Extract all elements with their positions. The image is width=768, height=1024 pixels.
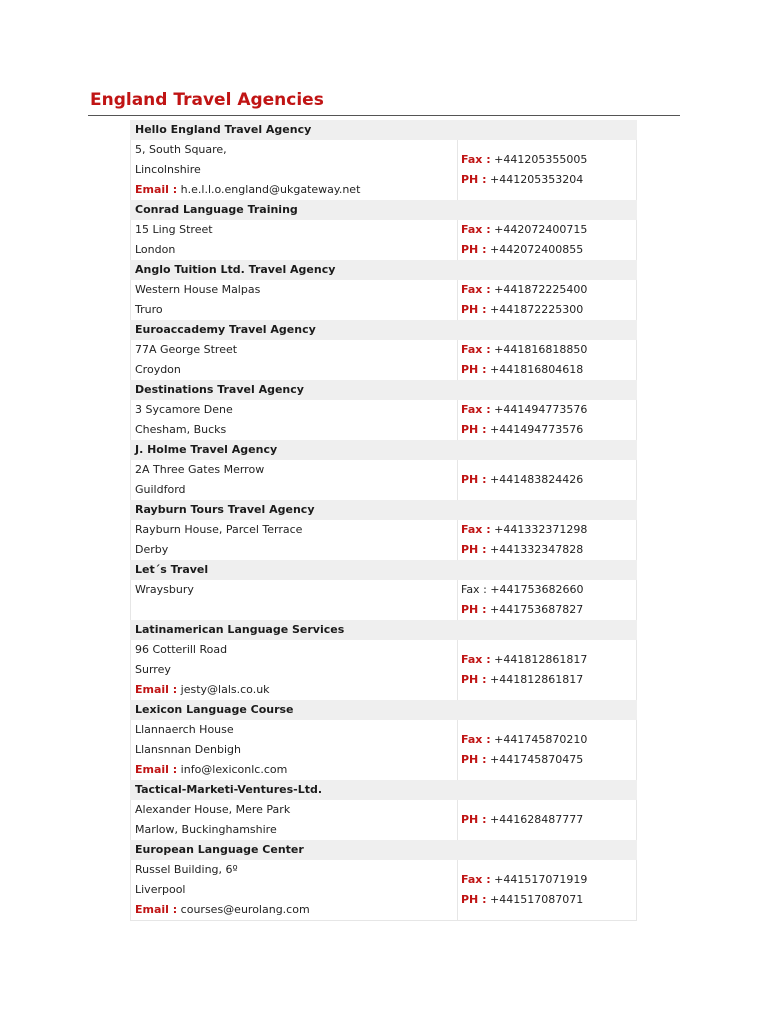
address-line: 5, South Square, xyxy=(135,143,227,156)
fax-line xyxy=(461,400,636,420)
agency-contact xyxy=(458,580,636,620)
fax-line xyxy=(461,650,636,670)
agency-entry xyxy=(130,700,637,780)
agency-address xyxy=(131,140,458,200)
fax-label: Fax : xyxy=(461,873,491,886)
agency-address xyxy=(131,340,458,380)
phone-number: +442072400855 xyxy=(490,243,584,256)
agency-entry xyxy=(130,200,637,260)
email-label: Email : xyxy=(135,683,178,696)
agency-entry xyxy=(130,840,637,921)
phone-line xyxy=(461,890,636,910)
agency-name: Tactical-Marketi-Ventures-Ltd. xyxy=(130,780,637,800)
fax-number: +441872225400 xyxy=(494,283,588,296)
fax-number: +441745870210 xyxy=(494,733,588,746)
agency-contact xyxy=(458,340,636,380)
agency-contact xyxy=(458,220,636,260)
phone-number: +441872225300 xyxy=(490,303,584,316)
agency-name: Let´s Travel xyxy=(130,560,637,580)
agency-name: Hello England Travel Agency xyxy=(130,120,637,140)
email-link[interactable]: info@lexiconlc.com xyxy=(180,763,288,776)
agency-address xyxy=(131,220,458,260)
agency-details xyxy=(130,220,637,260)
phone-line xyxy=(461,540,636,560)
phone-line xyxy=(461,670,636,690)
agency-address xyxy=(131,520,458,560)
agency-contact xyxy=(458,520,636,560)
agency-details xyxy=(130,400,637,440)
fax-line xyxy=(461,150,636,170)
email-line xyxy=(135,760,457,780)
agency-contact xyxy=(458,800,636,840)
agency-contact xyxy=(458,640,636,700)
agency-name: Anglo Tuition Ltd. Travel Agency xyxy=(130,260,637,280)
agency-entry xyxy=(130,500,637,560)
email-line xyxy=(135,680,457,700)
fax-line xyxy=(461,520,636,540)
page-title: England Travel Agencies xyxy=(90,90,324,110)
phone-label: PH : xyxy=(461,753,487,766)
address-line: Rayburn House, Parcel Terrace xyxy=(135,523,303,536)
address-line: Western House Malpas xyxy=(135,283,261,296)
address-line: Russel Building, 6º xyxy=(135,863,238,876)
agency-entry xyxy=(130,380,637,440)
agency-contact xyxy=(458,460,636,500)
agency-details xyxy=(130,580,637,620)
agency-address xyxy=(131,800,458,840)
phone-number: +441517087071 xyxy=(490,893,584,906)
email-label: Email : xyxy=(135,183,178,196)
phone-label: PH : xyxy=(461,363,487,376)
agency-address xyxy=(131,640,458,700)
agency-entry xyxy=(130,620,637,700)
phone-number: +441753687827 xyxy=(490,603,584,616)
email-link[interactable]: h.e.l.l.o.england@ukgateway.net xyxy=(180,183,361,196)
phone-label: PH : xyxy=(461,673,487,686)
phone-line xyxy=(461,240,636,260)
address-line: 77A George Street xyxy=(135,343,238,356)
fax-label: Fax : xyxy=(461,223,491,236)
email-label: Email : xyxy=(135,763,178,776)
fax-line xyxy=(461,580,636,600)
address-line: Liverpool xyxy=(135,883,186,896)
fax-number: +441332371298 xyxy=(494,523,588,536)
phone-number: +441745870475 xyxy=(490,753,584,766)
phone-label: PH : xyxy=(461,423,487,436)
agency-entry xyxy=(130,780,637,840)
fax-label: Fax : xyxy=(461,403,491,416)
address-line: 3 Sycamore Dene xyxy=(135,403,233,416)
address-line: 15 Ling Street xyxy=(135,223,213,236)
phone-number: +441205353204 xyxy=(490,173,584,186)
address-line: 2A Three Gates Merrow xyxy=(135,463,265,476)
agency-details xyxy=(130,720,637,780)
fax-line xyxy=(461,220,636,240)
title-divider xyxy=(88,115,680,116)
agency-details xyxy=(130,340,637,380)
fax-label: Fax : xyxy=(461,583,487,596)
fax-number: +441812861817 xyxy=(494,653,588,666)
agency-address xyxy=(131,400,458,440)
address-line: Croydon xyxy=(135,363,181,376)
phone-number: +441483824426 xyxy=(490,473,584,486)
email-line xyxy=(135,180,457,200)
fax-line xyxy=(461,340,636,360)
fax-line xyxy=(461,730,636,750)
phone-number: +441812861817 xyxy=(490,673,584,686)
phone-line xyxy=(461,810,636,830)
phone-line xyxy=(461,170,636,190)
address-line: Llannaerch House xyxy=(135,723,234,736)
address-line: Marlow, Buckinghamshire xyxy=(135,823,277,836)
agency-details xyxy=(130,860,637,921)
address-line: Surrey xyxy=(135,663,171,676)
agency-entry xyxy=(130,260,637,320)
phone-label: PH : xyxy=(461,603,487,616)
email-link[interactable]: jesty@lals.co.uk xyxy=(180,683,270,696)
agency-name: Conrad Language Training xyxy=(130,200,637,220)
agency-entry xyxy=(130,120,637,200)
phone-line xyxy=(461,360,636,380)
phone-number: +441816804618 xyxy=(490,363,584,376)
agency-address xyxy=(131,280,458,320)
fax-number: +441517071919 xyxy=(494,873,588,886)
agency-contact xyxy=(458,140,636,200)
address-line: Lincolnshire xyxy=(135,163,201,176)
agency-name: Rayburn Tours Travel Agency xyxy=(130,500,637,520)
agency-name: J. Holme Travel Agency xyxy=(130,440,637,460)
agency-address xyxy=(131,580,458,620)
agency-entry xyxy=(130,440,637,500)
agency-name: Euroaccademy Travel Agency xyxy=(130,320,637,340)
agency-entry xyxy=(130,560,637,620)
fax-number: +441494773576 xyxy=(494,403,588,416)
phone-label: PH : xyxy=(461,893,487,906)
agency-entry xyxy=(130,320,637,380)
fax-label: Fax : xyxy=(461,733,491,746)
phone-line xyxy=(461,470,636,490)
address-line: Guildford xyxy=(135,483,186,496)
address-line: Truro xyxy=(135,303,163,316)
fax-number: +441753682660 xyxy=(490,583,584,596)
phone-number: +441332347828 xyxy=(490,543,584,556)
agency-contact xyxy=(458,860,636,920)
email-label: Email : xyxy=(135,903,178,916)
fax-label: Fax : xyxy=(461,153,491,166)
email-line xyxy=(135,900,457,920)
address-line: Wraysbury xyxy=(135,583,194,596)
phone-line xyxy=(461,600,636,620)
phone-line xyxy=(461,750,636,770)
phone-label: PH : xyxy=(461,543,487,556)
fax-number: +442072400715 xyxy=(494,223,588,236)
address-line: Derby xyxy=(135,543,169,556)
fax-label: Fax : xyxy=(461,283,491,296)
agency-list xyxy=(130,120,637,921)
fax-number: +441205355005 xyxy=(494,153,588,166)
phone-line xyxy=(461,300,636,320)
fax-label: Fax : xyxy=(461,653,491,666)
agency-details xyxy=(130,520,637,560)
phone-label: PH : xyxy=(461,473,487,486)
phone-number: +441628487777 xyxy=(490,813,584,826)
phone-number: +441494773576 xyxy=(490,423,584,436)
agency-name: Latinamerican Language Services xyxy=(130,620,637,640)
agency-contact xyxy=(458,400,636,440)
agency-details xyxy=(130,800,637,840)
phone-label: PH : xyxy=(461,243,487,256)
agency-address xyxy=(131,720,458,780)
agency-address xyxy=(131,860,458,920)
phone-label: PH : xyxy=(461,173,487,186)
fax-label: Fax : xyxy=(461,523,491,536)
agency-name: European Language Center xyxy=(130,840,637,860)
agency-name: Lexicon Language Course xyxy=(130,700,637,720)
agency-details xyxy=(130,140,637,200)
agency-details xyxy=(130,640,637,700)
address-line: Chesham, Bucks xyxy=(135,423,227,436)
phone-line xyxy=(461,420,636,440)
fax-line xyxy=(461,870,636,890)
agency-details xyxy=(130,460,637,500)
address-line: Alexander House, Mere Park xyxy=(135,803,291,816)
agency-details xyxy=(130,280,637,320)
agency-contact xyxy=(458,280,636,320)
address-line: London xyxy=(135,243,176,256)
agency-address xyxy=(131,460,458,500)
address-line: 96 Cotterill Road xyxy=(135,643,228,656)
fax-number: +441816818850 xyxy=(494,343,588,356)
fax-label: Fax : xyxy=(461,343,491,356)
agency-name: Destinations Travel Agency xyxy=(130,380,637,400)
fax-line xyxy=(461,280,636,300)
address-line: Llansnnan Denbigh xyxy=(135,743,241,756)
email-link[interactable]: courses@eurolang.com xyxy=(180,903,310,916)
phone-label: PH : xyxy=(461,303,487,316)
agency-contact xyxy=(458,720,636,780)
phone-label: PH : xyxy=(461,813,487,826)
